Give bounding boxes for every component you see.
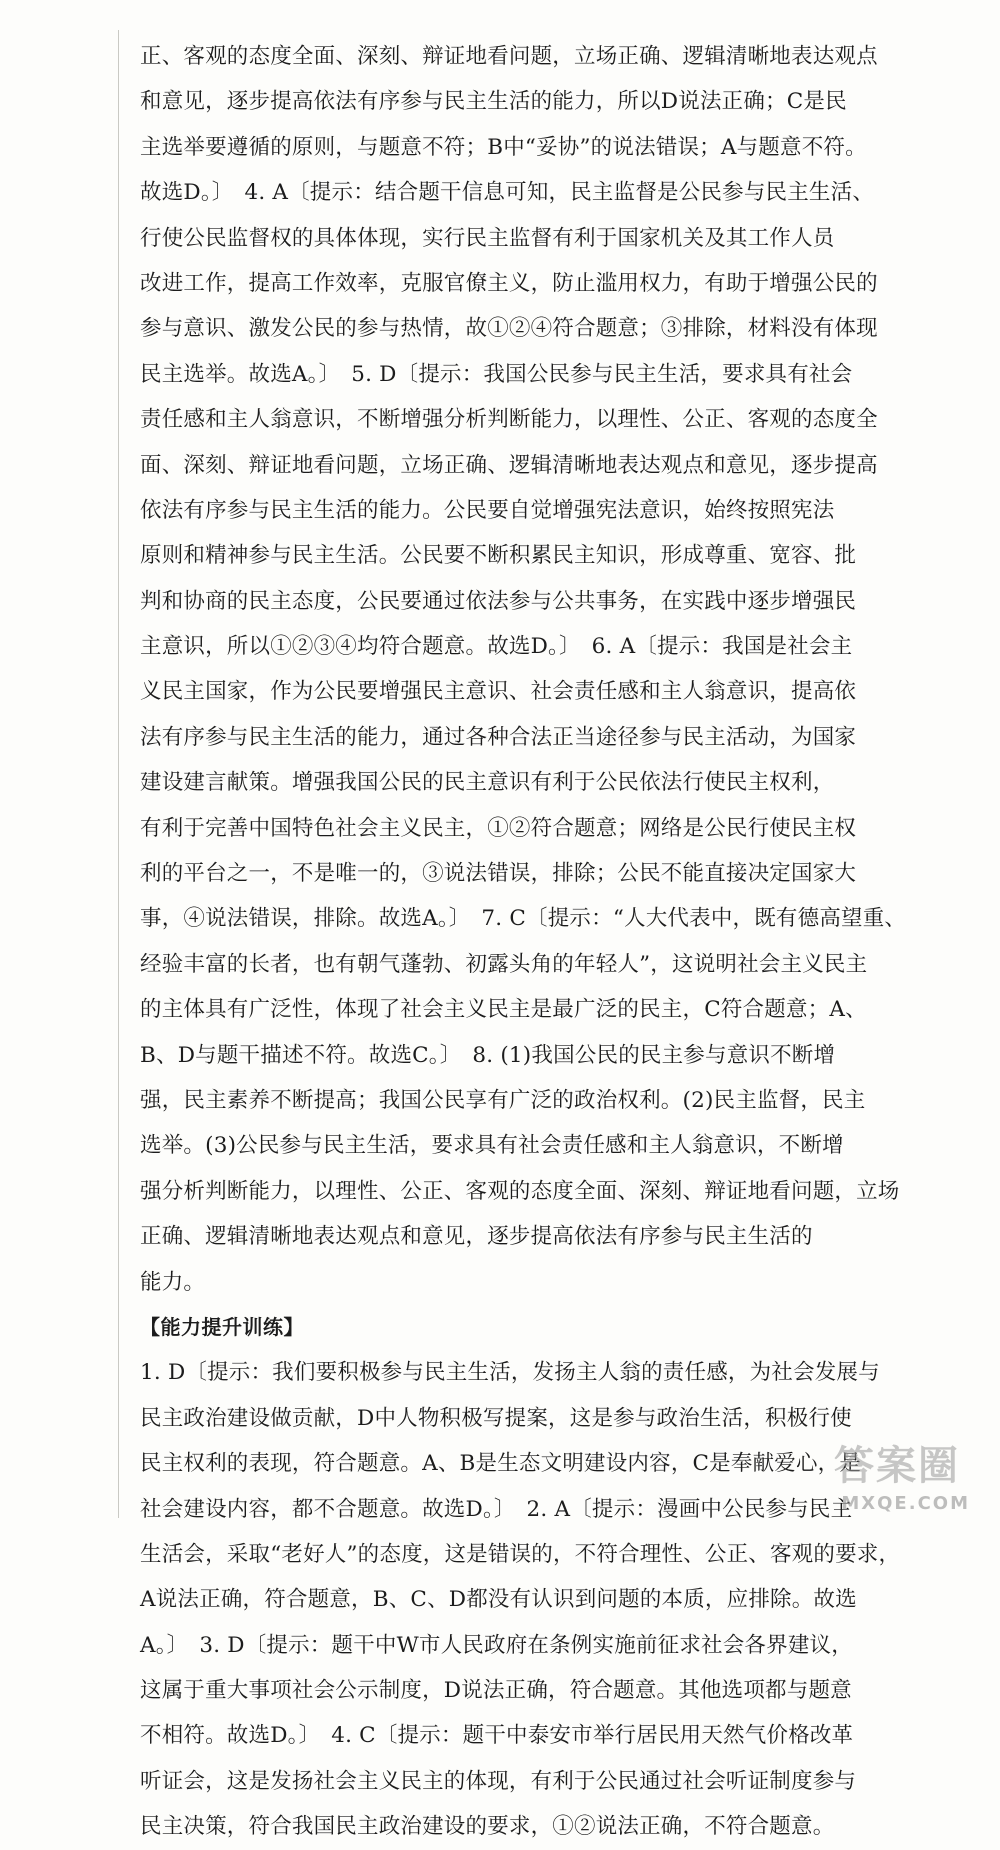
text-line: 原则和精神参与民主生活。公民要不断积累民主知识，形成尊重、宽容、批 — [140, 543, 857, 569]
text-line: 法有序参与民主生活的能力，通过各种合法正当途径参与民主活动，为国家 — [140, 724, 857, 750]
text-line: 选举。(3)公民参与民主生活，要求具有社会责任感和主人翁意识，不断增 — [140, 1133, 844, 1159]
text-line: 改进工作，提高工作效率，克服官僚主义，防止滥用权力，有助于增强公民的 — [140, 270, 878, 296]
text-line: 民主决策，符合我国民主政治建设的要求，①②说法正确，不符合题意。 — [140, 1814, 835, 1840]
text-line: 正确、逻辑清晰地表达观点和意见，逐步提高依法有序参与民主生活的 — [140, 1224, 813, 1250]
text-line: 经验丰富的长者，也有朝气蓬勃、初露头角的年轻人”，这说明社会主义民主 — [140, 951, 868, 977]
text-line: 主意识，所以①②③④均符合题意。故选D。〕 6. A〔提示：我国是社会主 — [140, 634, 853, 660]
site-watermark — [800, 1434, 970, 1514]
text-line: 民主政治建设做贡献，D中人物积极写提案，这是参与政治生活，积极行使 — [140, 1405, 852, 1431]
margin-rule — [118, 30, 119, 1518]
text-line: 生活会，采取“老好人”的态度，这是错误的，不符合理性、公正、客观的要求， — [140, 1541, 901, 1567]
text-line: 行使公民监督权的具体体现，实行民主监督有利于国家机关及其工作人员 — [140, 225, 835, 251]
text-line: 责任感和主人翁意识，不断增强分析判断能力，以理性、公正、客观的态度全 — [140, 407, 878, 433]
text-line: 有利于完善中国特色社会主义民主，①②符合题意；网络是公民行使民主权 — [140, 815, 857, 841]
text-line: 利的平台之一，不是唯一的，③说法错误，排除；公民不能直接决定国家大 — [140, 861, 857, 887]
text-line: 面、深刻、辩证地看问题，立场正确、逻辑清晰地表达观点和意见，逐步提高 — [140, 452, 878, 478]
text-line: 义民主国家，作为公民要增强民主意识、社会责任感和主人翁意识，提高依 — [140, 679, 857, 705]
text-line: A。〕 3. D〔提示：题干中W市人民政府在条例实施前征求社会各界建议， — [140, 1632, 853, 1658]
text-line: 的主体具有广泛性，体现了社会主义民主是最广泛的民主，C符合题意；A、 — [140, 997, 867, 1023]
text-line: 强，民主素养不断提高；我国公民享有广泛的政治权利。(2)民主监督，民主 — [140, 1087, 866, 1113]
text-line: 参与意识、激发公民的参与热情，故①②④符合题意；③排除，材料没有体现 — [140, 316, 878, 342]
text-line: 强分析判断能力，以理性、公正、客观的态度全面、深刻、辩证地看问题，立场 — [140, 1178, 900, 1204]
text-line: 不相符。故选D。〕 4. C〔提示：题干中泰安市举行居民用天然气价格改革 — [140, 1723, 854, 1749]
section-heading: 【能力提升训练】 — [140, 1314, 304, 1339]
text-line: 事，④说法错误，排除。故选A。〕 7. C〔提示：“人大代表中，既有德高望重、 — [140, 906, 907, 932]
text-line: 民主选举。故选A。〕 5. D〔提示：我国公民参与民主生活，要求具有社会 — [140, 361, 853, 387]
text-line: 社会建设内容，都不合题意。故选D。〕 2. A〔提示：漫画中公民参与民主 — [140, 1496, 853, 1522]
text-line: 1. D〔提示：我们要积极参与民主生活，发扬主人翁的责任感，为社会发展与 — [140, 1360, 880, 1386]
text-line: 和意见，逐步提高依法有序参与民主生活的能力，所以D说法正确；C是民 — [140, 89, 847, 115]
text-line: 主选举要遵循的原则，与题意不符；B中“妥协”的说法错误；A与题意不符。 — [140, 134, 867, 160]
watermark-logo: 答案圈 — [834, 1443, 960, 1489]
text-line: 判和协商的民主态度，公民要通过依法参与公共事务，在实践中逐步增强民 — [140, 588, 857, 614]
watermark-site-text: MXQE.COM — [841, 1493, 970, 1514]
text-line: 听证会，这是发扬社会主义民主的体现，有利于公民通过社会听证制度参与 — [140, 1768, 857, 1794]
text-line: 故选D。〕 4. A〔提示：结合题干信息可知，民主监督是公民参与民主生活、 — [140, 180, 875, 206]
text-line: 正、客观的态度全面、深刻、辩证地看问题，立场正确、逻辑清晰地表达观点 — [140, 44, 878, 69]
text-line: 建设建言献策。增强我国公民的民主意识有利于公民依法行使民主权利， — [140, 770, 835, 796]
text-line: 这属于重大事项社会公示制度，D说法正确，符合题意。其他选项都与题意 — [140, 1678, 852, 1704]
text-line: 能力。 — [140, 1269, 206, 1295]
text-line: 依法有序参与民主生活的能力。公民要自觉增强宪法意识，始终按照宪法 — [140, 497, 835, 523]
text-line: A说法正确，符合题意，B、C、D都没有认识到问题的本质，应排除。故选 — [140, 1587, 857, 1613]
text-line: B、D与题干描述不符。故选C。〕 8. (1)我国公民的民主参与意识不断增 — [140, 1042, 836, 1068]
text-line: 民主权利的表现，符合题意。A、B是生态文明建设内容，C是奉献爱心，是 — [140, 1451, 862, 1477]
